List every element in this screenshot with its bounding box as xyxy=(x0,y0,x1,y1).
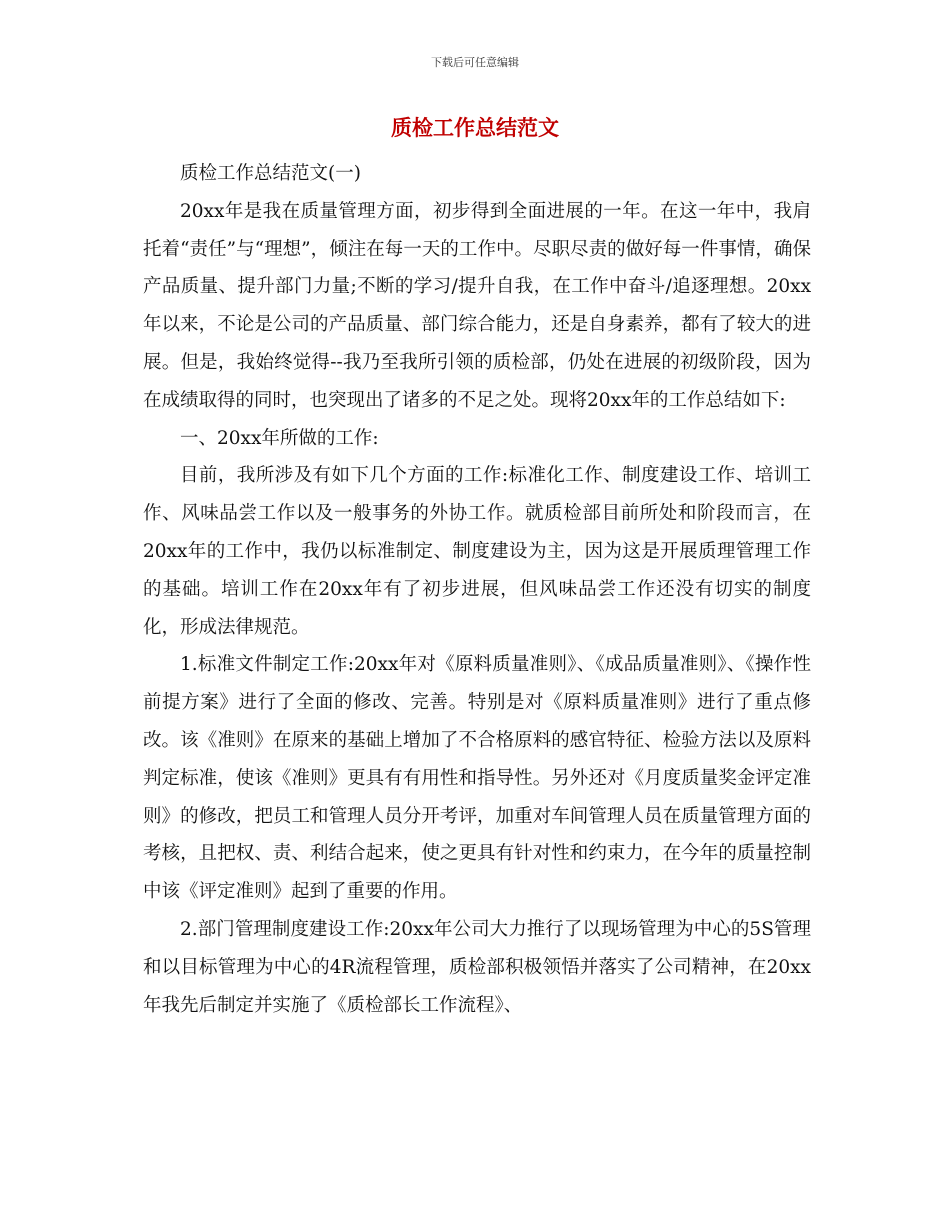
paragraph-subtitle: 质检工作总结范文(一) xyxy=(180,163,361,184)
paragraph-item-1: 1.标准文件制定工作:20xx年对《原料质量准则》、《成品质量准则》、《操作性前提方案》进行了全面的修改、完善。特别是对《原料质量准则》进行了重点修改。该《准则》在原来的基础上增加了不合格原料的感官特征、检验方法以及原料判定标准，使该《准则》更具有有用性和指导性。另外还对《月度质量奖金评定准则》的修改，把员工和管理人员分开考评，加重对车间管理人员在质量管理方面的考核，且把权、责、利结合起来，使之更具有针对性和约束力，在今年的质量控制中该《评定准则》起到了重要的作用。 xyxy=(143,654,811,903)
paragraph-item-2: 2.部门管理制度建设工作:20xx年公司大力推行了以现场管理为中心的5S管理和以目标管理为中心的4R流程管理，质检部积极领悟并落实了公司精神，在20xx年我先后制定并实施了《质检部长工作流程》、 xyxy=(143,918,811,1016)
document-title: 质检工作总结范文 xyxy=(391,116,559,140)
document-body xyxy=(143,155,811,1024)
paragraph-overview: 目前，我所涉及有如下几个方面的工作:标准化工作、制度建设工作、培训工作、风味品尝工作以及一般事务的外协工作。就质检部目前所处和阶段而言，在20xx年的工作中，我仍以标准制定、制度建设为主，因为这是开展质理管理工作的基础。培训工作在20xx年有了初步进展，但风味品尝工作还没有切实的制度化，形成法律规范。 xyxy=(143,465,811,638)
header-note: 下载后可任意编辑 xyxy=(431,56,519,69)
paragraph-section-heading: 一、20xx年所做的工作: xyxy=(180,427,379,449)
paragraph-intro: 20xx年是我在质量管理方面，初步得到全面进展的一年。在这一年中，我肩托着“责任”与“理想”，倾注在每一天的工作中。尽职尽责的做好每一件事情，确保产品质量、提升部门力量;不断的学习/提升自我，在工作中奋斗/追逐理想。20xx年以来，不论是公司的产品质量、部门综合能力，还是自身素养，都有了较大的进展。但是，我始终觉得--我乃至我所引领的质检部，仍处在进展的初级阶段，因为在成绩取得的同时，也突现出了诸多的不足之处。现将20xx年的工作总结如下: xyxy=(143,200,811,411)
